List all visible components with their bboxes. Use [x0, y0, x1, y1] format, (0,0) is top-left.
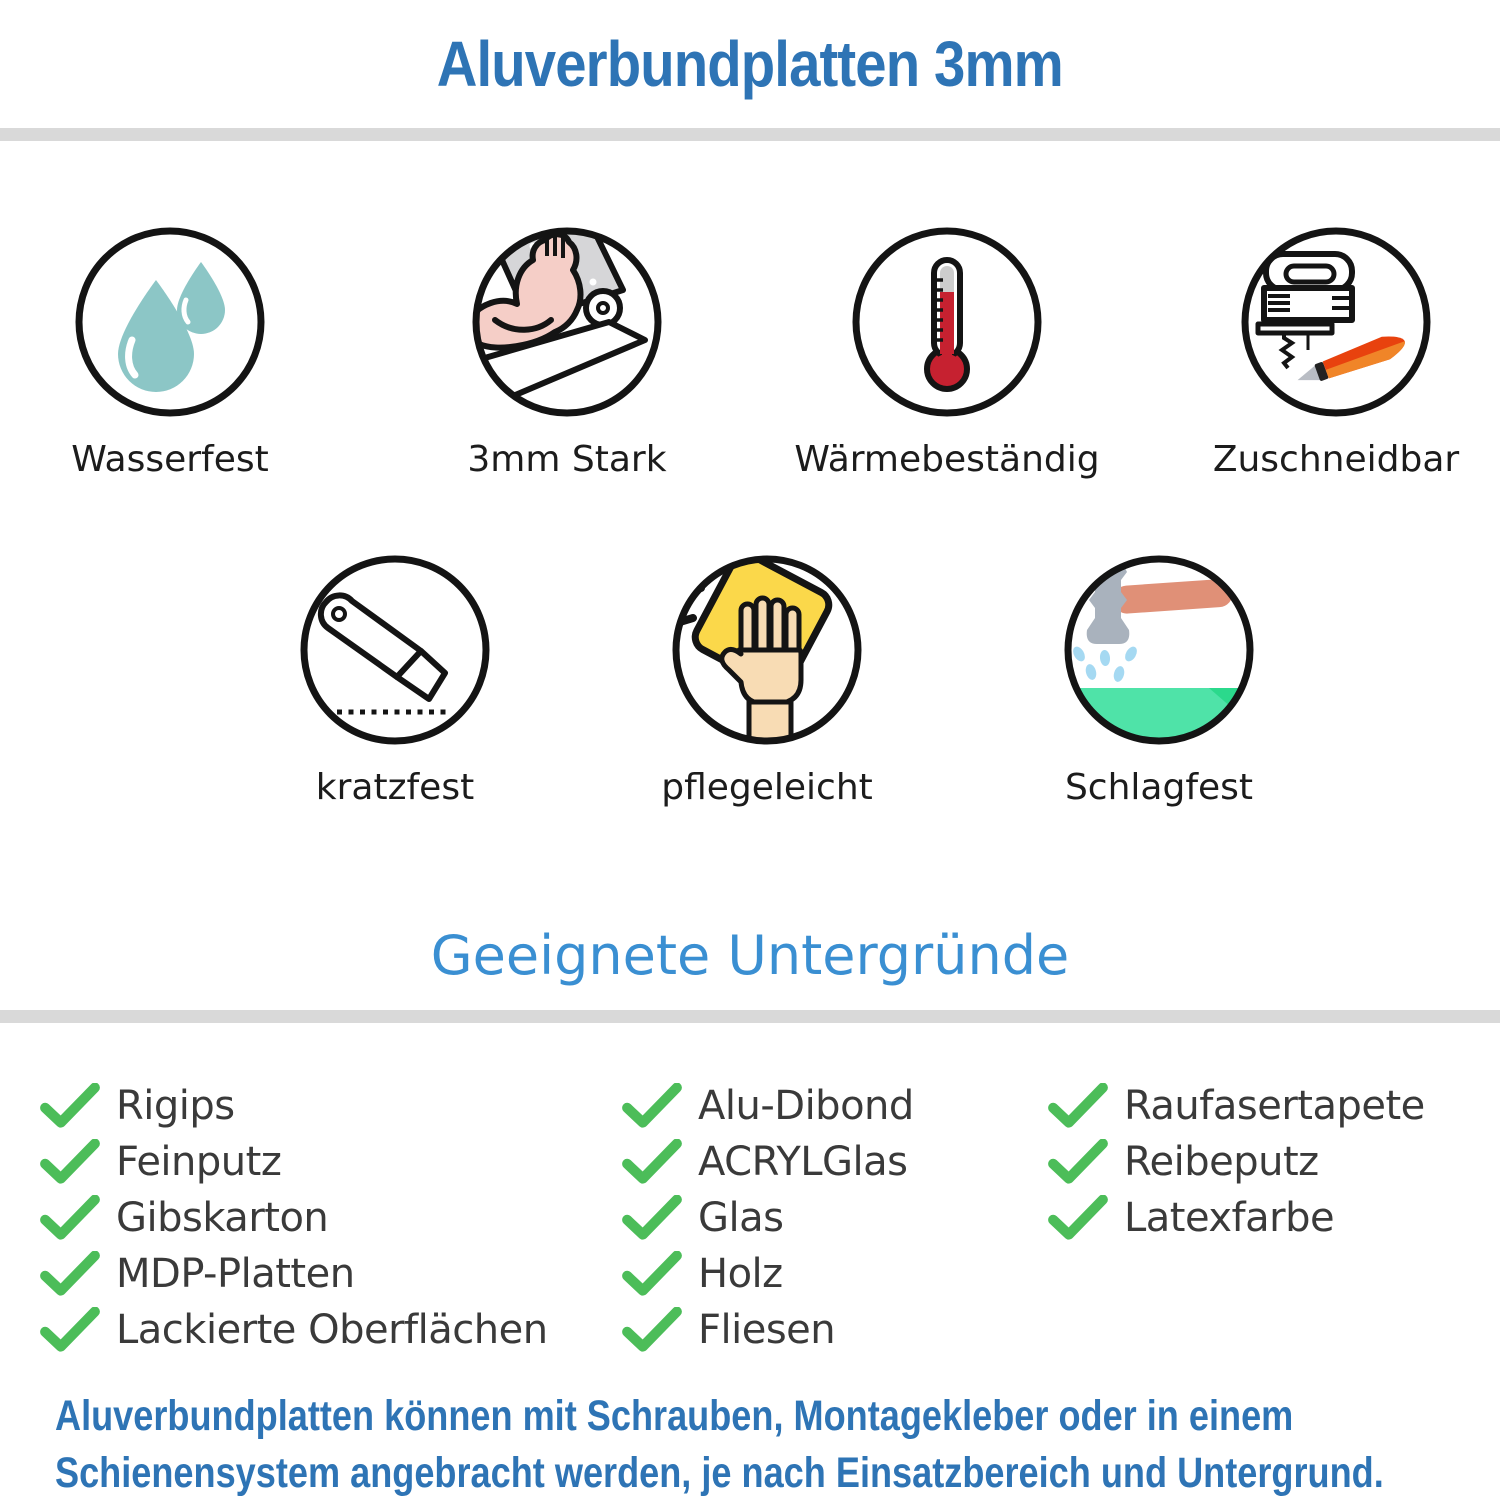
hammer-icon [1061, 552, 1257, 748]
feature-kratzfest [245, 552, 545, 806]
check-icon [40, 1307, 100, 1353]
list-item-label: Gibskarton [116, 1195, 329, 1241]
page-title-text: Aluverbundplatten 3mm [436, 28, 1064, 100]
list-item [622, 1302, 914, 1358]
cleaning-hand-icon [669, 552, 865, 748]
feature-label: kratzfest [315, 767, 475, 808]
feature-label: Schlagfest [1064, 767, 1254, 808]
check-icon [622, 1139, 682, 1185]
list-item [1048, 1190, 1425, 1246]
list-item [1048, 1134, 1425, 1190]
feature-pflegeleicht [617, 552, 917, 806]
list-item-label: Holz [698, 1251, 783, 1297]
list-item [40, 1246, 548, 1302]
feature-3mm-stark [417, 224, 717, 478]
footer-line-2: Schienensystem angebracht werden, je nach Einsatzbereich und Untergrund. [55, 1449, 1384, 1497]
list-item [40, 1302, 548, 1358]
list-item-label: Latexfarbe [1124, 1195, 1335, 1241]
feature-schlagfest [1009, 552, 1309, 806]
utility-knife-icon [297, 552, 493, 748]
list-item-label: Reibeputz [1124, 1139, 1319, 1185]
check-icon [40, 1083, 100, 1129]
list-item [1048, 1078, 1425, 1134]
section-title-text: Geeignete Untergründe [430, 924, 1070, 987]
list-item [622, 1246, 914, 1302]
feature-zuschneidbar [1186, 224, 1486, 478]
divider-middle [0, 1010, 1500, 1023]
list-item-label: ACRYLGlas [698, 1139, 908, 1185]
list-item [622, 1190, 914, 1246]
list-item-label: Feinputz [116, 1139, 282, 1185]
list-item-label: Lackierte Oberflächen [116, 1307, 548, 1353]
list-item-label: Rigips [116, 1083, 235, 1129]
check-icon [622, 1083, 682, 1129]
list-item [622, 1134, 914, 1190]
divider-top [0, 128, 1500, 141]
thermometer-icon [849, 224, 1045, 420]
water-drops-icon [72, 224, 268, 420]
list-item-label: Alu-Dibond [698, 1083, 914, 1129]
feature-label: Wasserfest [71, 439, 269, 480]
check-icon [622, 1195, 682, 1241]
check-icon [1048, 1195, 1108, 1241]
list-item-label: MDP-Platten [116, 1251, 355, 1297]
muscle-arm-icon [469, 224, 665, 420]
list-item-label: Fliesen [698, 1307, 836, 1353]
substrates-column-2 [622, 1078, 914, 1358]
list-item [40, 1190, 548, 1246]
section-title [0, 924, 1500, 989]
footer-note [55, 1388, 1500, 1502]
check-icon [1048, 1139, 1108, 1185]
list-item-label: Glas [698, 1195, 784, 1241]
jigsaw-icon [1238, 224, 1434, 420]
substrates-column-3 [1048, 1078, 1425, 1246]
list-item-label: Raufasertapete [1124, 1083, 1425, 1129]
feature-label: pflegeleicht [661, 767, 873, 808]
check-icon [40, 1251, 100, 1297]
check-icon [622, 1251, 682, 1297]
check-icon [40, 1195, 100, 1241]
check-icon [622, 1307, 682, 1353]
feature-waermebestaendig [794, 224, 1100, 480]
check-icon [40, 1139, 100, 1185]
check-icon [1048, 1083, 1108, 1129]
list-item [40, 1134, 548, 1190]
feature-label: 3mm Stark [467, 439, 667, 480]
feature-label: Wärmebeständig [794, 439, 1100, 480]
feature-wasserfest [20, 224, 320, 478]
list-item [40, 1078, 548, 1134]
feature-label: Zuschneidbar [1212, 439, 1460, 480]
footer-line-1: Aluverbundplatten können mit Schrauben, Montagekleber oder in einem [55, 1392, 1294, 1440]
page-title [0, 28, 1500, 100]
list-item [622, 1078, 914, 1134]
substrates-column-1 [40, 1078, 548, 1358]
